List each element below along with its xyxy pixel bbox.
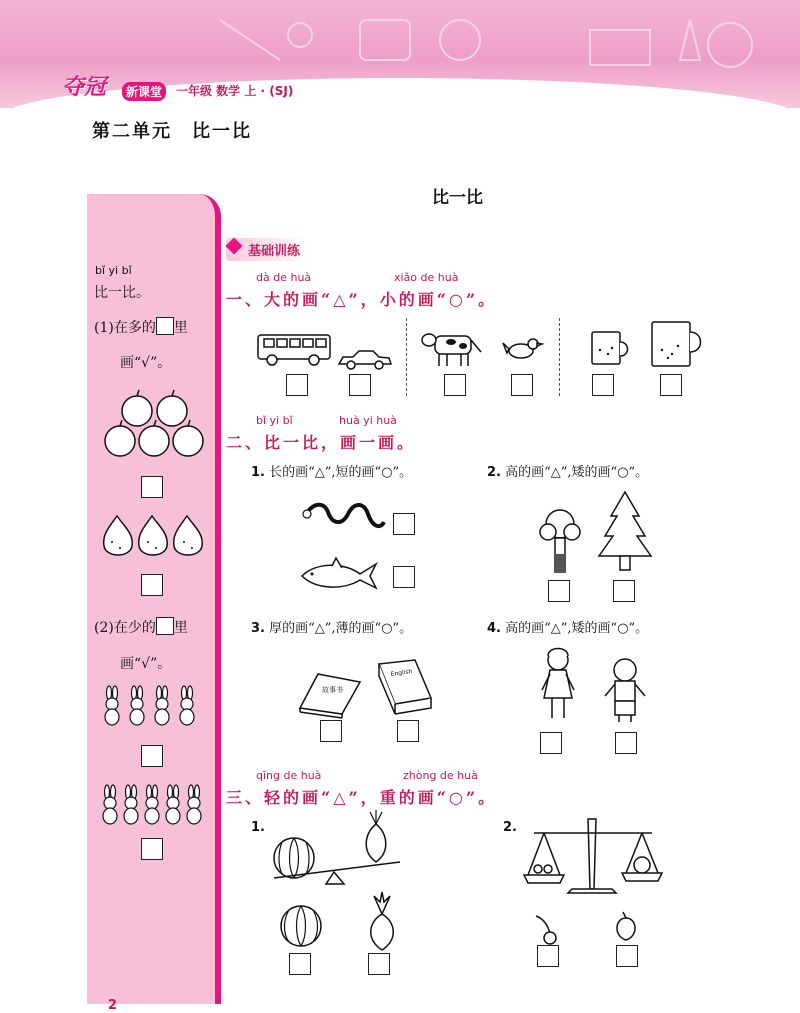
s2-pinyin-b: huà yi huà (339, 414, 397, 427)
car-illustration (337, 348, 393, 372)
s1-pinyin-b: xiǎo de huà (394, 271, 459, 284)
s3-q1-num-text: 1. (251, 820, 265, 835)
s2-q1 (251, 461, 412, 480)
answer-box-inline (156, 617, 174, 635)
s3-q1-num (251, 820, 265, 835)
s2-q1-num: 1. (251, 465, 265, 480)
section2-title: 二、比一比，画一画。 (226, 433, 417, 452)
s2-q3-num: 3. (251, 621, 265, 636)
sidebar-q1-suffix: 里 (173, 320, 188, 336)
section1-title: 一、大的画“△”，小的画“○”。 (226, 290, 498, 309)
balance-scale-illustration (520, 815, 670, 895)
bus-illustration (256, 332, 336, 368)
tall-tree-illustration (597, 490, 653, 572)
story-book-label: 故事书 (322, 686, 343, 694)
answer-box-shark[interactable] (393, 566, 415, 588)
answer-box-tall-tree[interactable] (613, 580, 635, 602)
apples-illustration (100, 383, 210, 463)
banner-decoration (0, 0, 800, 100)
sidebar-q2-line2: 画“√”。 (120, 656, 172, 672)
sidebar-q1-line2: 画“√”。 (120, 355, 172, 371)
s2-q2-text: 高的画“△”,矮的画“○”。 (505, 465, 649, 480)
divider (559, 318, 560, 396)
sidebar-q2-prefix: (2)在少的 (94, 620, 156, 636)
s3-q2-num (503, 820, 517, 835)
s2-q1-text: 长的画“△”,短的画“○”。 (269, 465, 413, 480)
answer-box-cherry[interactable] (537, 945, 559, 967)
sidebar-q2 (94, 617, 188, 637)
sidebar-q1-prefix: (1)在多的 (94, 320, 156, 336)
thin-book-illustration (298, 670, 362, 714)
peach-illustration (611, 912, 641, 942)
s2-q2-num: 2. (487, 465, 501, 480)
answer-box-thick-book[interactable] (397, 720, 419, 742)
boy-illustration (603, 656, 647, 726)
answer-box-boy[interactable] (615, 732, 637, 754)
answer-box-pears[interactable] (141, 574, 163, 596)
sidebar-q1 (94, 317, 188, 337)
answer-box-thin-book[interactable] (320, 720, 342, 742)
snake-illustration (302, 500, 386, 540)
s2-q3-text: 厚的画“△”,薄的画“○”。 (269, 621, 413, 636)
answer-box-small-cup[interactable] (592, 374, 614, 396)
s2-q4 (487, 617, 648, 636)
sidebar-title: 比一比。 (94, 285, 150, 301)
answer-box-peach[interactable] (616, 945, 638, 967)
answer-box-short-tree[interactable] (548, 580, 570, 602)
s2-q4-text: 高的画“△”,矮的画“○”。 (505, 621, 649, 636)
answer-box-rabbits-4[interactable] (141, 745, 163, 767)
section3-title: 三、轻的画“△”，重的画“○”。 (226, 788, 498, 807)
divider (406, 318, 407, 396)
page-number: 2 (108, 998, 118, 1013)
answer-box-radish[interactable] (368, 953, 390, 975)
small-cup-illustration (588, 328, 634, 368)
rabbits-illustration-4 (100, 686, 210, 726)
sidebar-q2-suffix: 里 (173, 620, 188, 636)
s1-pinyin-a: dà de huà (256, 271, 312, 284)
s3-pinyin-a: qīng de huà (256, 769, 322, 782)
rabbits-illustration-5 (100, 785, 210, 825)
s3-q2-num-text: 2. (503, 820, 517, 835)
big-cup-illustration (648, 318, 708, 370)
pears-illustration (100, 512, 210, 562)
watermelon-illustration (279, 902, 323, 948)
answer-box-big-cup[interactable] (660, 374, 682, 396)
shark-illustration (298, 558, 380, 592)
seesaw-illustration (268, 812, 408, 888)
lesson-title: 比一比 (432, 188, 483, 208)
short-tree-illustration (536, 506, 584, 576)
brand-logo: 夺冠 (62, 75, 107, 100)
s2-q3 (251, 617, 412, 636)
book-tag: 一年级 数学 上 · (SJ) (176, 84, 294, 98)
cherry-illustration (536, 914, 564, 946)
english-book-label: English (390, 668, 413, 678)
answer-box-girl[interactable] (540, 732, 562, 754)
answer-box-watermelon[interactable] (289, 953, 311, 975)
answer-box-inline (156, 317, 174, 335)
unit-title: 第二单元 比一比 (92, 121, 252, 142)
bird-illustration (503, 335, 543, 365)
brand-logo-sub: 新课堂 (122, 82, 166, 101)
answer-box-bird[interactable] (511, 374, 533, 396)
s2-q2 (487, 461, 648, 480)
thick-book-illustration (375, 658, 435, 714)
answer-box-car[interactable] (349, 374, 371, 396)
sidebar-pinyin: bǐ yi bǐ (95, 264, 132, 277)
answer-box-rabbits-5[interactable] (141, 838, 163, 860)
cow-illustration (421, 326, 485, 368)
answer-box-snake[interactable] (393, 513, 415, 535)
answer-box-apples[interactable] (141, 476, 163, 498)
radish-illustration (362, 892, 402, 952)
s3-pinyin-b: zhòng de huà (403, 769, 478, 782)
s2-q4-num: 4. (487, 621, 501, 636)
answer-box-bus[interactable] (286, 374, 308, 396)
basic-training-tag: 基础训练 (226, 238, 308, 261)
s2-pinyin-a: bǐ yi bǐ (256, 414, 293, 427)
girl-illustration (538, 646, 578, 726)
answer-box-cow[interactable] (444, 374, 466, 396)
sidebar-panel (87, 194, 221, 1004)
